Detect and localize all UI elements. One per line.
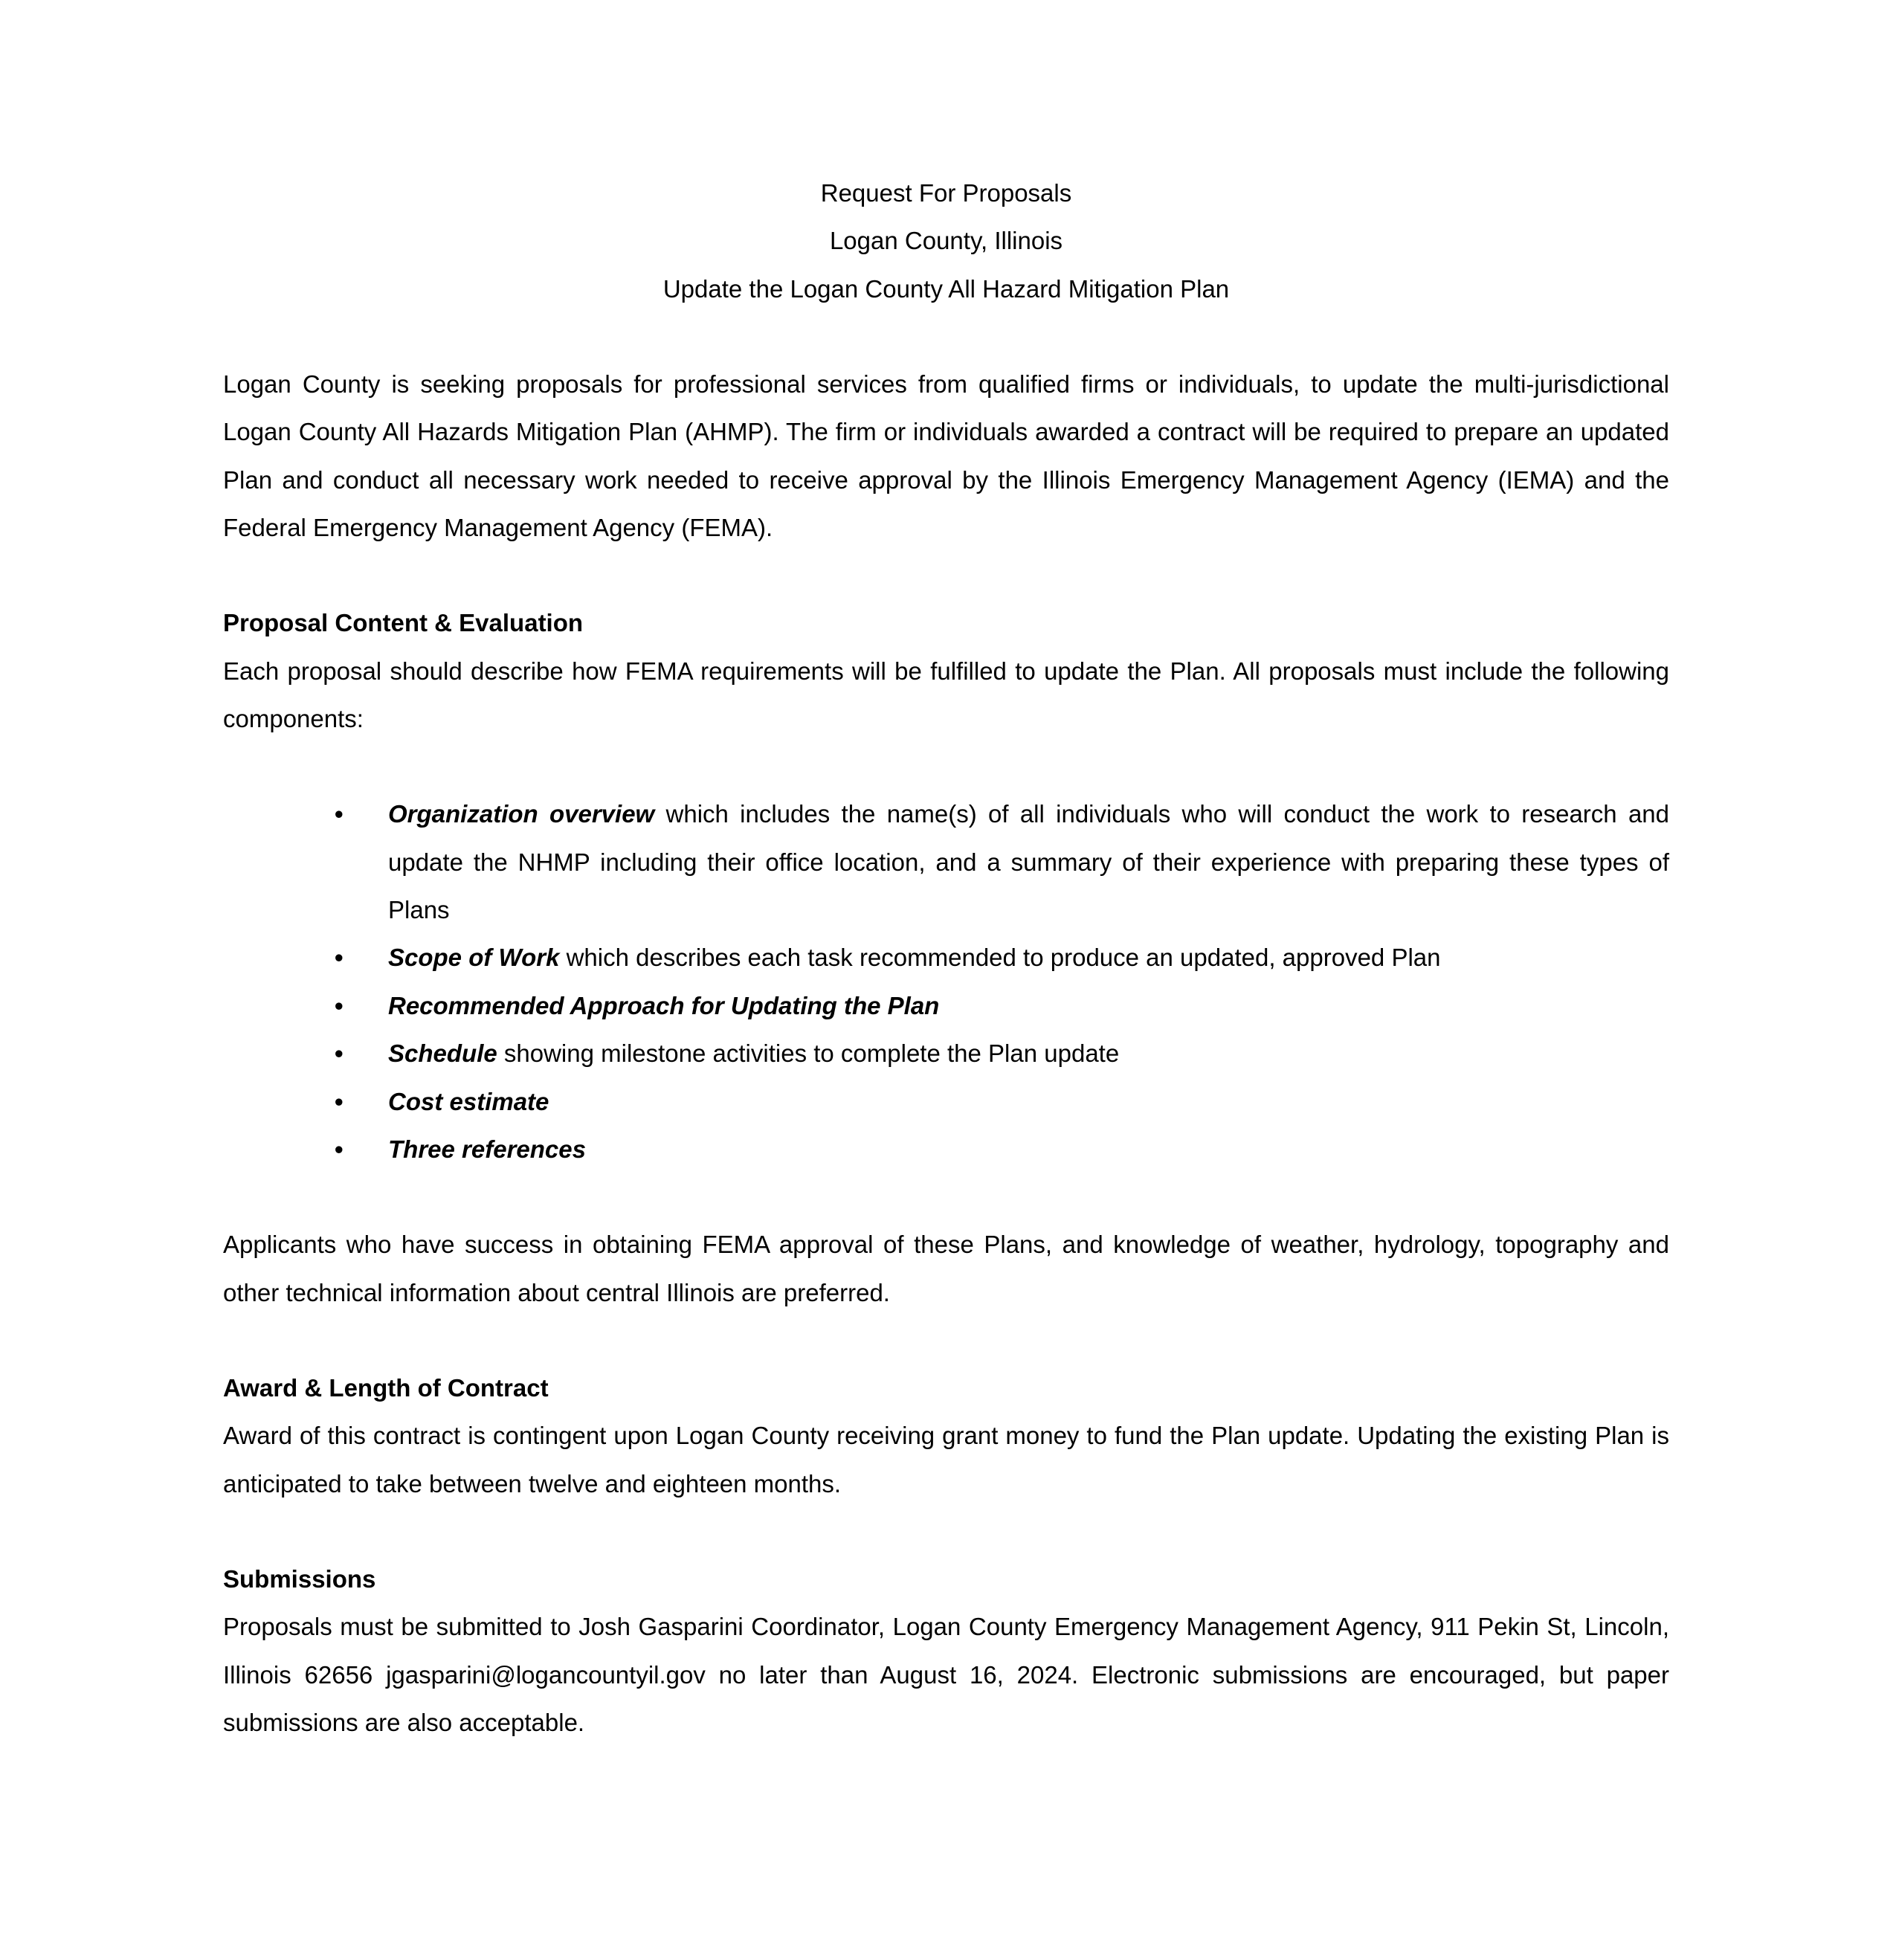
list-item	[223, 934, 1669, 981]
bullet-text: which describes each task recommended to produce an updated, approved Plan	[559, 944, 1441, 972]
bullet-icon: •	[335, 1087, 344, 1115]
proposal-content-paragraph: Each proposal should describe how FEMA requirements will be fulfilled to update the Plan. All proposals must include the following components:	[223, 657, 1669, 733]
intro-paragraph: Logan County is seeking proposals for professional services from qualified firms or individuals, to update the multi-jurisdictional Logan County All Hazards Mitigation Plan (AHMP). The firm or individuals awarded a contract will be required to prepare an updated Plan and conduct all necessary work needed to receive approval by the Illinois Emergency Management Agency (IEMA) and the Federal Emergency Management Agency (FEMA).	[223, 370, 1669, 542]
bullet-lead: Organization overview	[388, 800, 655, 828]
list-item	[223, 982, 1669, 1030]
submissions-text-before-email: Proposals must be submitted to Josh Gasparini Coordinator, Logan County Emergency Management Agency, 911 Pekin St, Lincoln, Illinois 62656	[223, 1613, 1669, 1689]
submissions-text-after-email: no later than August 16, 2024. Electronic submissions are encouraged, but paper submissions are also acceptable.	[223, 1660, 1669, 1736]
list-item	[223, 1030, 1669, 1077]
title-line-plan: Update the Logan County All Hazard Mitigation Plan	[662, 274, 1230, 303]
submissions-heading: Submissions	[223, 1564, 376, 1593]
proposal-content-heading: Proposal Content & Evaluation	[223, 609, 584, 637]
award-length-heading: Award & Length of Contract	[223, 1373, 549, 1402]
bullet-lead: Cost estimate	[388, 1087, 549, 1115]
title-line-request: Request For Proposals	[820, 179, 1072, 207]
document-title-block	[223, 170, 1669, 313]
bullet-lead: Recommended Approach for Updating the Plan	[388, 991, 940, 1019]
bullet-text: showing milestone activities to complete the Plan update	[497, 1039, 1120, 1068]
award-length-paragraph: Award of this contract is contingent upon Logan County receiving grant money to fund the Plan update. Updating the existing Plan is anticipated to take between twelve and eighteen months.	[223, 1422, 1669, 1498]
email-address: jgasparini@logancountyil.gov	[386, 1660, 706, 1689]
bullet-icon: •	[335, 1039, 344, 1068]
list-item	[223, 790, 1669, 934]
bullet-lead: Schedule	[388, 1039, 497, 1068]
list-item	[223, 1078, 1669, 1126]
bullet-icon: •	[335, 800, 344, 828]
bullet-text: which includes the name(s) of all individuals who will conduct the work to research and update the NHMP including their office location, and a summary of their experience with preparing these types of Plans	[388, 800, 1670, 924]
bullet-lead: Three references	[388, 1135, 586, 1163]
list-item	[223, 1126, 1669, 1173]
proposal-components-list	[223, 790, 1669, 1173]
applicants-paragraph: Applicants who have success in obtaining FEMA approval of these Plans, and knowledge of weather, hydrology, topography and other technical information about central Illinois are preferred.	[223, 1231, 1669, 1306]
bullet-icon: •	[335, 991, 344, 1019]
bullet-lead: Scope of Work	[388, 944, 560, 972]
submissions-paragraph	[223, 1603, 1669, 1747]
bullet-icon: •	[335, 944, 344, 972]
bullet-icon: •	[335, 1135, 344, 1163]
title-line-county: Logan County, Illinois	[829, 227, 1063, 255]
